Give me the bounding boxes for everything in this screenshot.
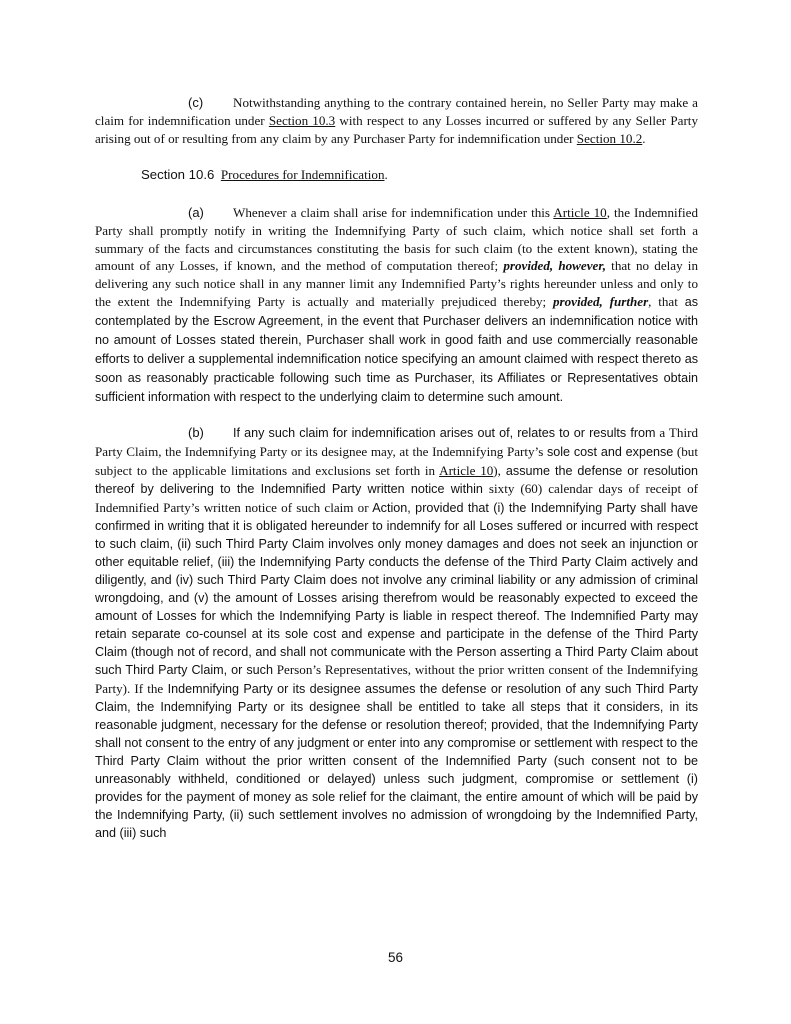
article-10-link: Article 10 bbox=[553, 204, 607, 220]
paragraph-c bbox=[95, 94, 698, 148]
provided-further-emphasis: provided, further bbox=[552, 294, 649, 310]
paragraph-b-text-10: Indemnifying Party or its designee assumes the defense or resolution of any such Third Party Claim, the Indemnifying Party or its designee shall be entitled to take all steps that it considers, in its reasonable judgment, necessary for the defense or resolution thereof; provided, that the Indemnifying Party shall not consent to the entry of any judgment or enter into any compromise or settlement with respect to the Third Party Claim without the prior written consent of the Indemnified Party (such consent not to be unreasonably withheld, conditioned or delayed) unless such judgment, compromise or settlement (i) provides for the payment of money as sole relief for the claimant, the entire amount of which will be paid by the Indemnifying Party, (ii) such settlement involves no admission of wrongdoing by the Indemnified Party, and (iii) such bbox=[95, 682, 698, 840]
paragraph-marker-c: (c) bbox=[188, 95, 204, 110]
section-title: Procedures for Indemnification bbox=[220, 166, 385, 182]
paragraph-b bbox=[95, 424, 698, 843]
paragraph-a-text-2: , the Indemnified Party shall promptly notify in writing the Indemnifying Party of such claim, which notice shall set forth a summary of the facts and circumstances constituting the basis for such claim (to the extent known), stating the amount of any Losses, if known, and the method of computation thereof; bbox=[95, 204, 698, 274]
paragraph-c-text-1: Notwithstanding anything to the contrary contained herein, no Seller Party may make a claim for indemnification under bbox=[95, 95, 698, 128]
paragraph-b-text-6: assume the defense or resolution thereof by delivering to the Indemnified Party written notice within bbox=[95, 463, 698, 497]
paragraph-marker-b: (b) bbox=[188, 424, 204, 440]
paragraph-a-text-3: that no delay in delivering any such notice shall in any manner limit any Indemnified Party’s rights hereunder unless and only to the extent the Indemnifying Party is actually and materially prejudiced thereby; bbox=[95, 258, 698, 310]
section-heading bbox=[95, 166, 698, 184]
paragraph-c-text-3: . bbox=[642, 130, 646, 146]
paragraph-b-text-5: ), bbox=[493, 462, 501, 478]
page-number: 56 bbox=[387, 950, 404, 965]
document-page bbox=[95, 92, 698, 843]
article-10-link-b: Article 10 bbox=[439, 462, 494, 478]
paragraph-b-text-9: Person’s Representatives, without the prior written consent of the Indemnifying Party). If the bbox=[95, 662, 698, 697]
paragraph-a-text-4: , that bbox=[648, 294, 685, 310]
paragraph-b-text-2: a Third Party Claim, the Indemnifying Party or its designee may, at the Indemnifying Party’s bbox=[95, 424, 698, 459]
paragraph-a-text-5: as contemplated by the Escrow Agreement, in the event that Purchaser delivers an indemnification notice with no amount of Losses stated therein, Purchaser shall work in good faith and use commercially reasonable efforts to deliver a supplemental indemnification notice specifying an amount claimed with respect thereto as soon as reasonably practicable following such time as Purchaser, its Affiliates or Representatives obtain sufficient information with respect to the underlying claim to determine such amount. bbox=[95, 295, 698, 404]
paragraph-a-text-1: Whenever a claim shall arise for indemnification under this bbox=[233, 204, 554, 220]
section-10-2-link: Section 10.2 bbox=[576, 130, 643, 146]
provided-however-emphasis: provided, however, bbox=[503, 258, 606, 274]
section-title-period: . bbox=[384, 166, 388, 182]
paragraph-b-text-3: sole cost and expense bbox=[546, 444, 674, 459]
paragraph-marker-a: (a) bbox=[188, 204, 204, 220]
section-10-3-link: Section 10.3 bbox=[268, 112, 336, 128]
paragraph-b-text-4: (but subject to the applicable limitations and exclusions set forth in bbox=[95, 443, 698, 478]
paragraph-b-text-8: Action, provided that (i) the Indemnifying Party shall have confirmed in writing that it is obligated hereunder to indemnify for all Loses suffered or incurred with respect to such claim, (ii) such Third Party Claim involves only money damages and does not seek an injunction or other equitable relief, (iii) the Indemnifying Party conducts the defense of the Third Party Claim actively and diligently, and (iv) such Third Party Claim does not involve any criminal liability or any admission of criminal wrongdoing, and (v) the amount of Losses arising therefrom would be reasonably expected to exceed the amount of Losses for which the Indemnifying Party is liable in respect thereof. The Indemnified Party may retain separate co-counsel at its sole cost and expense and participate in the defense of the Third Party Claim (though not of record, and shall not communicate with the Person asserting a Third Party Claim about such Third Party Claim, or such bbox=[95, 501, 699, 678]
section-number: Section 10.6 bbox=[141, 166, 215, 182]
paragraph-c-text-2: with respect to any Losses incurred or suffered by any Seller Party arising out of or resulting from any claim by any Purchaser Party for indemnification under bbox=[95, 112, 698, 146]
paragraph-b-text-7: sixty (60) calendar days of receipt of Indemnified Party’s written notice of such claim or bbox=[95, 481, 698, 516]
paragraph-b-text-1: If any such claim for indemnification arises out of, relates to or results from bbox=[233, 425, 656, 440]
paragraph-a bbox=[95, 204, 698, 407]
